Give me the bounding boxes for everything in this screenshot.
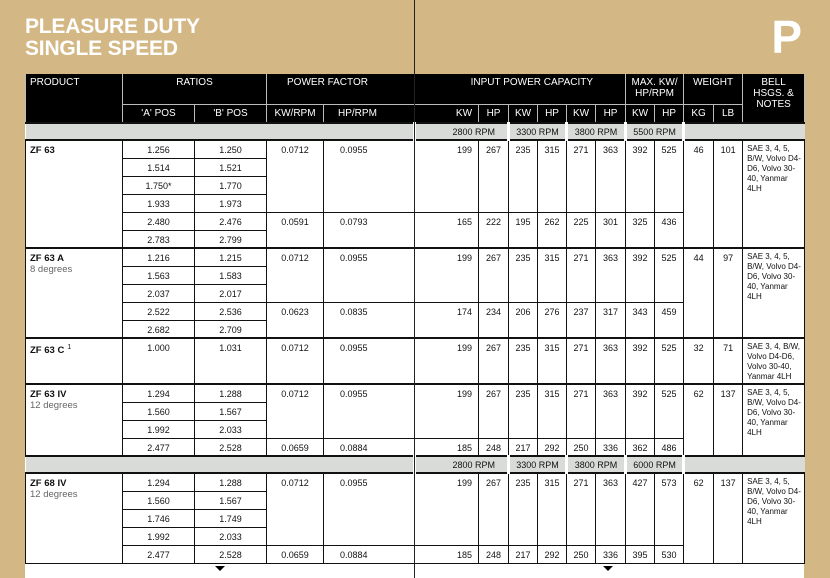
capacity-kw: 165 (415, 212, 479, 248)
ratio-b-pos: 1.770 (195, 176, 267, 194)
capacity-hp: 363 (596, 384, 626, 438)
ratio-a-pos: 1.746 (123, 509, 195, 527)
ratio-a-pos: 2.522 (123, 302, 195, 320)
continue-arrow-icon (215, 566, 225, 571)
weight-lb: 97 (714, 248, 743, 338)
capacity-hp: 525 (655, 248, 684, 302)
weight-kg: 62 (684, 384, 714, 456)
kw-per-rpm: 0.0712 (267, 248, 324, 302)
capacity-hp: 317 (596, 302, 626, 338)
capacity-kw: 199 (415, 248, 479, 302)
capacity-hp: 525 (655, 384, 684, 438)
capacity-kw: 271 (567, 140, 596, 212)
hp-per-rpm: 0.0955 (324, 473, 415, 545)
header-b-pos: 'B' POS (195, 104, 267, 123)
weight-kg: 62 (684, 473, 714, 563)
rpm-label: 6000 RPM (626, 456, 684, 473)
ratio-a-pos: 1.216 (123, 248, 195, 266)
capacity-hp: 234 (479, 302, 509, 338)
table-row (26, 473, 805, 491)
capacity-hp: 363 (596, 248, 626, 302)
bell-housing-notes: SAE 3, 4, 5, B/W, Volvo D4-D6, Volvo 30-40, Yanmar 4LH (743, 384, 805, 456)
capacity-hp: 292 (538, 438, 567, 456)
title-line-2: SINGLE SPEED (25, 37, 178, 60)
hp-per-rpm: 0.0955 (324, 338, 415, 384)
capacity-kw: 392 (626, 338, 655, 384)
header-hp: HP (596, 104, 626, 123)
capacity-hp: 573 (655, 473, 684, 545)
ratio-a-pos: 1.933 (123, 194, 195, 212)
capacity-hp: 363 (596, 140, 626, 212)
ratio-a-pos: 1.294 (123, 384, 195, 402)
product-angle: 8 degrees (30, 264, 73, 275)
capacity-kw: 235 (509, 473, 538, 545)
hp-per-rpm: 0.0884 (324, 545, 415, 563)
weight-kg: 32 (684, 338, 714, 384)
capacity-hp: 530 (655, 545, 684, 563)
capacity-hp: 267 (479, 140, 509, 212)
ratio-b-pos: 2.528 (195, 545, 267, 563)
ratio-a-pos: 1.560 (123, 491, 195, 509)
header-kw: KW (415, 104, 479, 123)
capacity-hp: 363 (596, 338, 626, 384)
capacity-kw: 235 (509, 338, 538, 384)
weight-lb: 101 (714, 140, 743, 248)
capacity-kw: 271 (567, 473, 596, 545)
rpm-label: 2800 RPM (415, 123, 509, 140)
capacity-hp: 436 (655, 212, 684, 248)
rpm-row-spacer (26, 123, 415, 140)
capacity-hp: 336 (596, 438, 626, 456)
capacity-hp: 525 (655, 338, 684, 384)
capacity-hp: 315 (538, 248, 567, 302)
capacity-hp: 363 (596, 473, 626, 545)
product-angle: 12 degrees (30, 489, 78, 500)
product-name: ZF 63 A (30, 253, 64, 264)
ratio-b-pos: 1.288 (195, 473, 267, 491)
ratio-b-pos: 1.973 (195, 194, 267, 212)
header-kw: KW (626, 104, 655, 123)
product-name: ZF 68 IV (30, 478, 67, 489)
capacity-kw: 225 (567, 212, 596, 248)
capacity-kw: 395 (626, 545, 655, 563)
capacity-kw: 206 (509, 302, 538, 338)
bell-housing-notes: SAE 3, 4, 5, B/W, Volvo D4-D6, Volvo 30-40, Yanmar 4LH (743, 140, 805, 248)
header-kw: KW (509, 104, 538, 123)
ratio-b-pos: 2.476 (195, 212, 267, 230)
ratio-a-pos: 2.037 (123, 284, 195, 302)
rpm-label: 3300 RPM (509, 123, 567, 140)
rpm-label: 2800 RPM (415, 456, 509, 473)
bell-housing-notes: SAE 3, 4, B/W, Volvo D4-D6, Volvo 30-40, Yanmar 4LH (743, 338, 805, 384)
header-product: PRODUCT (26, 74, 123, 123)
header-hp: HP (479, 104, 509, 123)
capacity-hp: 248 (479, 545, 509, 563)
ratio-b-pos: 1.583 (195, 266, 267, 284)
title-line-1: PLEASURE DUTY (25, 15, 200, 38)
ratio-a-pos: 2.783 (123, 230, 195, 248)
ratio-b-pos: 1.250 (195, 140, 267, 158)
ratio-a-pos: 1.000 (123, 338, 195, 384)
rpm-row-spacer (26, 456, 415, 473)
capacity-kw: 392 (626, 384, 655, 438)
ratio-b-pos: 1.567 (195, 491, 267, 509)
capacity-hp: 267 (479, 473, 509, 545)
header-kw: KW (567, 104, 596, 123)
capacity-hp: 525 (655, 140, 684, 212)
ratio-a-pos: 1.514 (123, 158, 195, 176)
capacity-hp: 248 (479, 438, 509, 456)
header-max: MAX. KW/ HP/RPM (626, 74, 684, 104)
hp-per-rpm: 0.0835 (324, 302, 415, 338)
hp-per-rpm: 0.0884 (324, 438, 415, 456)
ratio-a-pos: 1.992 (123, 527, 195, 545)
header-kg: KG (684, 104, 714, 123)
rpm-row (26, 123, 805, 140)
ratio-a-pos: 2.477 (123, 438, 195, 456)
header-hp-rpm: HP/RPM (324, 104, 415, 123)
header-notes: BELL HSGS. & NOTES (743, 74, 805, 123)
capacity-hp: 267 (479, 384, 509, 438)
rpm-row-spacer (684, 123, 805, 140)
kw-per-rpm: 0.0591 (267, 212, 324, 248)
weight-kg: 44 (684, 248, 714, 338)
page-fold-divider (414, 0, 415, 578)
capacity-kw: 343 (626, 302, 655, 338)
weight-lb: 71 (714, 338, 743, 384)
kw-per-rpm: 0.0712 (267, 140, 324, 212)
ratio-a-pos: 1.992 (123, 420, 195, 438)
ratio-b-pos: 1.521 (195, 158, 267, 176)
kw-per-rpm: 0.0623 (267, 302, 324, 338)
capacity-hp: 486 (655, 438, 684, 456)
ratio-b-pos: 2.528 (195, 438, 267, 456)
rpm-label: 3300 RPM (509, 456, 567, 473)
capacity-kw: 174 (415, 302, 479, 338)
capacity-kw: 235 (509, 248, 538, 302)
product-cell (26, 140, 123, 248)
ratio-b-pos: 2.033 (195, 420, 267, 438)
kw-per-rpm: 0.0659 (267, 438, 324, 456)
table-row (26, 384, 805, 402)
capacity-hp: 459 (655, 302, 684, 338)
footnote-marker: 1 (67, 344, 72, 351)
header-input-power-capacity: INPUT POWER CAPACITY (415, 74, 626, 104)
ratio-b-pos: 1.749 (195, 509, 267, 527)
ratio-b-pos: 1.215 (195, 248, 267, 266)
capacity-kw: 250 (567, 438, 596, 456)
capacity-hp: 336 (596, 545, 626, 563)
section-letter: P (771, 11, 802, 63)
capacity-kw: 217 (509, 438, 538, 456)
capacity-kw: 271 (567, 338, 596, 384)
capacity-hp: 315 (538, 140, 567, 212)
header-weight: WEIGHT (684, 74, 743, 104)
table-row (26, 140, 805, 158)
kw-per-rpm: 0.0712 (267, 384, 324, 438)
hp-per-rpm: 0.0955 (324, 140, 415, 212)
hp-per-rpm: 0.0955 (324, 384, 415, 438)
ratio-b-pos: 1.031 (195, 338, 267, 384)
continue-arrow-icon (603, 566, 613, 571)
ratio-b-pos: 1.288 (195, 384, 267, 402)
spec-table (25, 74, 805, 564)
capacity-kw: 235 (509, 384, 538, 438)
header-power-factor: POWER FACTOR (267, 74, 415, 104)
bell-housing-notes: SAE 3, 4, 5, B/W, Volvo D4-D6, Volvo 30-40, Yanmar 4LH (743, 473, 805, 563)
rpm-row (26, 456, 805, 473)
hp-per-rpm: 0.0955 (324, 248, 415, 302)
capacity-hp: 262 (538, 212, 567, 248)
capacity-kw: 185 (415, 545, 479, 563)
header-hp: HP (655, 104, 684, 123)
page-title (25, 16, 200, 60)
capacity-hp: 315 (538, 338, 567, 384)
rpm-row-spacer (684, 456, 805, 473)
header-a-pos: 'A' POS (123, 104, 195, 123)
capacity-kw: 271 (567, 384, 596, 438)
weight-lb: 137 (714, 473, 743, 563)
capacity-kw: 427 (626, 473, 655, 545)
ratio-a-pos: 1.256 (123, 140, 195, 158)
table-row (26, 338, 805, 384)
capacity-kw: 199 (415, 338, 479, 384)
product-cell (26, 338, 123, 384)
capacity-hp: 276 (538, 302, 567, 338)
capacity-kw: 199 (415, 384, 479, 438)
weight-kg: 46 (684, 140, 714, 248)
capacity-kw: 217 (509, 545, 538, 563)
bell-housing-notes: SAE 3, 4, 5, B/W, Volvo D4-D6, Volvo 30-40, Yanmar 4LH (743, 248, 805, 338)
ratio-b-pos: 2.033 (195, 527, 267, 545)
header-lb: LB (714, 104, 743, 123)
ratio-a-pos: 1.294 (123, 473, 195, 491)
capacity-hp: 267 (479, 248, 509, 302)
ratio-b-pos: 2.017 (195, 284, 267, 302)
header-kw-rpm: KW/RPM (267, 104, 324, 123)
product-name: ZF 63 IV (30, 389, 67, 400)
capacity-hp: 315 (538, 384, 567, 438)
capacity-hp: 301 (596, 212, 626, 248)
kw-per-rpm: 0.0659 (267, 545, 324, 563)
product-angle: 12 degrees (30, 400, 78, 411)
ratio-b-pos: 2.799 (195, 230, 267, 248)
capacity-hp: 292 (538, 545, 567, 563)
capacity-kw: 250 (567, 545, 596, 563)
ratio-a-pos: 1.750* (123, 176, 195, 194)
product-cell (26, 384, 123, 456)
ratio-a-pos: 1.560 (123, 402, 195, 420)
ratio-b-pos: 1.567 (195, 402, 267, 420)
ratio-b-pos: 2.536 (195, 302, 267, 320)
capacity-kw: 195 (509, 212, 538, 248)
capacity-kw: 271 (567, 248, 596, 302)
capacity-kw: 392 (626, 248, 655, 302)
product-cell (26, 473, 123, 563)
header-ratios: RATIOS (123, 74, 267, 104)
ratio-a-pos: 2.477 (123, 545, 195, 563)
capacity-kw: 362 (626, 438, 655, 456)
product-cell (26, 248, 123, 338)
rpm-label: 3800 RPM (567, 456, 626, 473)
capacity-kw: 325 (626, 212, 655, 248)
capacity-kw: 185 (415, 438, 479, 456)
rpm-label: 3800 RPM (567, 123, 626, 140)
capacity-hp: 222 (479, 212, 509, 248)
hp-per-rpm: 0.0793 (324, 212, 415, 248)
kw-per-rpm: 0.0712 (267, 473, 324, 545)
capacity-kw: 199 (415, 473, 479, 545)
product-name: ZF 63 C (30, 345, 65, 356)
product-name: ZF 63 (30, 145, 55, 156)
capacity-kw: 392 (626, 140, 655, 212)
ratio-a-pos: 2.682 (123, 320, 195, 338)
capacity-kw: 199 (415, 140, 479, 212)
header-hp: HP (538, 104, 567, 123)
rpm-label: 5500 RPM (626, 123, 684, 140)
capacity-kw: 237 (567, 302, 596, 338)
ratio-a-pos: 1.563 (123, 266, 195, 284)
kw-per-rpm: 0.0712 (267, 338, 324, 384)
table-row (26, 248, 805, 266)
capacity-hp: 267 (479, 338, 509, 384)
weight-lb: 137 (714, 384, 743, 456)
capacity-kw: 235 (509, 140, 538, 212)
capacity-hp: 315 (538, 473, 567, 545)
ratio-a-pos: 2.480 (123, 212, 195, 230)
ratio-b-pos: 2.709 (195, 320, 267, 338)
